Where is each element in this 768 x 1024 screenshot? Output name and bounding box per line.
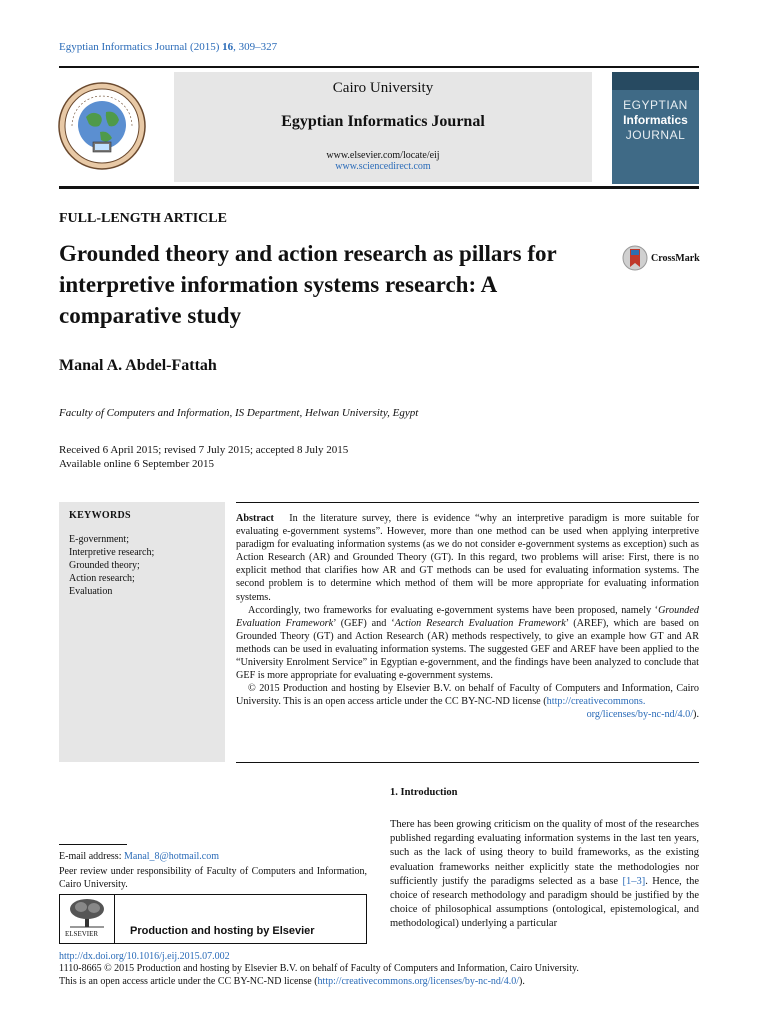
journal-ref-text: Egyptian Informatics Journal (2015) <box>59 41 223 53</box>
article-type: FULL-LENGTH ARTICLE <box>59 211 227 226</box>
keywords-list <box>69 533 154 598</box>
abstract-text: © 2015 Production and hosting by Elsevier B.V. on behalf of Faculty of Computers and Information, Cairo University. This is an open access article under the CC BY-NC-ND license ( <box>236 683 699 708</box>
license-text: ). <box>518 976 525 987</box>
abstract-copyright-end <box>236 708 699 721</box>
cairo-university-logo <box>58 82 146 170</box>
title-line: Grounded theory and action research as pillars for <box>59 241 557 266</box>
crossmark-badge[interactable] <box>622 244 700 272</box>
crossmark-icon <box>622 244 648 272</box>
keyword-item: Grounded theory; <box>69 560 140 571</box>
keywords-heading: KEYWORDS <box>69 510 131 521</box>
elsevier-tree-icon <box>66 898 108 933</box>
abstract-text: In the literature survey, there is evidence “why an interpretive paradigm is more suitable for evaluating e-government systems”. However, more than one method can be used when applying interpretive paradigm for evaluating information systems (as we do not consider e-government systems as exception) such as Action Research (AR) and Grounded Theory (GT). In this regard, two problems will arise: First, there is no explicit method that clarifies how AR and GT methods can be used for evaluating information systems. The second problem is to determine which method of them will be more appropriate for evaluating information systems. <box>236 513 699 603</box>
abstract-label: Abstract <box>236 513 274 524</box>
license-text: This is an open access article under the CC BY-NC-ND license ( <box>59 976 318 987</box>
intro-text: There has been growing criticism on the quality of most of the researches published regarding evaluating information systems in the last ten years, such as the lack of using theory to build frameworks, as the existing evaluation frameworks neither explicitly state the methodologies nor sufficiently justify the paradigms selected as a base <box>390 819 699 887</box>
keyword-item: Evaluation <box>69 586 113 597</box>
author-email <box>59 851 219 862</box>
title-line: comparative study <box>59 303 242 328</box>
received-dates: Received 6 April 2015; revised 7 July 2015; accepted 8 July 2015 <box>59 444 349 456</box>
keyword-item: Interpretive research; <box>69 547 155 558</box>
abstract <box>236 512 699 722</box>
abstract-text: ). <box>693 709 699 721</box>
gef-term: Grounded Evaluation Framework <box>236 604 699 629</box>
online-date: Available online 6 September 2015 <box>59 458 214 470</box>
abstract-paragraph <box>236 512 699 604</box>
production-hosting: Production and hosting by Elsevier <box>130 925 315 937</box>
journal-volume: 16 <box>222 41 234 53</box>
abstract-text: ’ (AREF), which are based on Grounded Theory (GT) and Action Research (AR) methods respectively, to give an example how GT and AR methods can be used in evaluating information systems. The suggested GEF and AREF have been applied to the “University Enrolment Service” in Egyptian e-government, and the findings have been analyzed to conclude that GEF is more appropriate for evaluating e-government systems. <box>236 617 699 682</box>
cover-line-2: Informatics <box>623 113 688 127</box>
affiliation: Faculty of Computers and Information, IS Department, Helwan University, Egypt <box>59 407 419 419</box>
university-name: Cairo University <box>332 80 434 96</box>
journal-reference[interactable] <box>59 41 277 53</box>
abstract-text: Accordingly, two frameworks for evaluating e-government systems have been proposed, namely ‘ <box>248 604 659 616</box>
journal-pages: , 309–327 <box>233 41 278 53</box>
license-line <box>59 976 525 987</box>
license-link[interactable]: http://creativecommons.org/licenses/by-nc-nd/4.0/ <box>317 976 519 987</box>
keyword-item: E-government; <box>69 534 129 545</box>
abstract-text: ’ (GEF) and ‘ <box>333 617 395 629</box>
cover-line-1: EGYPTIAN <box>623 98 688 112</box>
email-link[interactable]: Manal_8@hotmail.com <box>123 851 220 862</box>
abstract-bottom-rule <box>236 762 699 763</box>
journal-cover <box>612 72 699 184</box>
crossmark-label: CrossMark <box>651 252 700 264</box>
intro-text: . Hence, the choice of research methodology and paradigm should be justified by the choice of philosophical assumptions (ontological, epistemological, and methodological) underlying a particular <box>390 875 699 930</box>
elsevier-divider <box>114 894 115 944</box>
header-bottom-rule <box>59 186 699 189</box>
cover-line-3: JOURNAL <box>625 128 686 142</box>
citation-link[interactable]: [1–3] <box>622 875 646 887</box>
abstract-top-rule <box>236 502 699 503</box>
title-line: interpretive information systems research: A <box>59 272 498 297</box>
elsevier-url[interactable]: www.elsevier.com/locate/eij <box>326 150 440 161</box>
author-name: Manal A. Abdel-Fattah <box>59 357 217 374</box>
license-link[interactable]: http://creativecommons. <box>546 696 646 708</box>
introduction-text <box>390 818 699 932</box>
sciencedirect-url[interactable]: www.sciencedirect.com <box>335 161 431 172</box>
aref-term: Action Research Evaluation Framework <box>394 617 566 629</box>
email-label: E-mail address: <box>59 851 124 862</box>
section-heading: 1. Introduction <box>390 787 458 798</box>
license-link[interactable]: org/licenses/by-nc-nd/4.0/ <box>586 709 694 721</box>
doi-link[interactable]: http://dx.doi.org/10.1016/j.eij.2015.07.002 <box>59 951 230 962</box>
article-dates <box>59 443 348 471</box>
cover-band <box>612 72 699 90</box>
footnote-rule <box>59 844 127 845</box>
peer-review-note: Peer review under responsibility of Faculty of Computers and Information, Cairo University. <box>59 866 367 890</box>
keyword-item: Action research; <box>69 573 135 584</box>
elsevier-wordmark: ELSEVIER <box>65 930 99 938</box>
abstract-paragraph <box>236 604 699 683</box>
journal-name: Egyptian Informatics Journal <box>281 113 485 130</box>
issn-line: 1110-8665 © 2015 Production and hosting by Elsevier B.V. on behalf of Faculty of Computers and Information, Cairo University. <box>59 963 579 974</box>
article-title <box>59 238 619 331</box>
header-top-rule <box>59 66 699 68</box>
abstract-copyright <box>236 682 699 708</box>
